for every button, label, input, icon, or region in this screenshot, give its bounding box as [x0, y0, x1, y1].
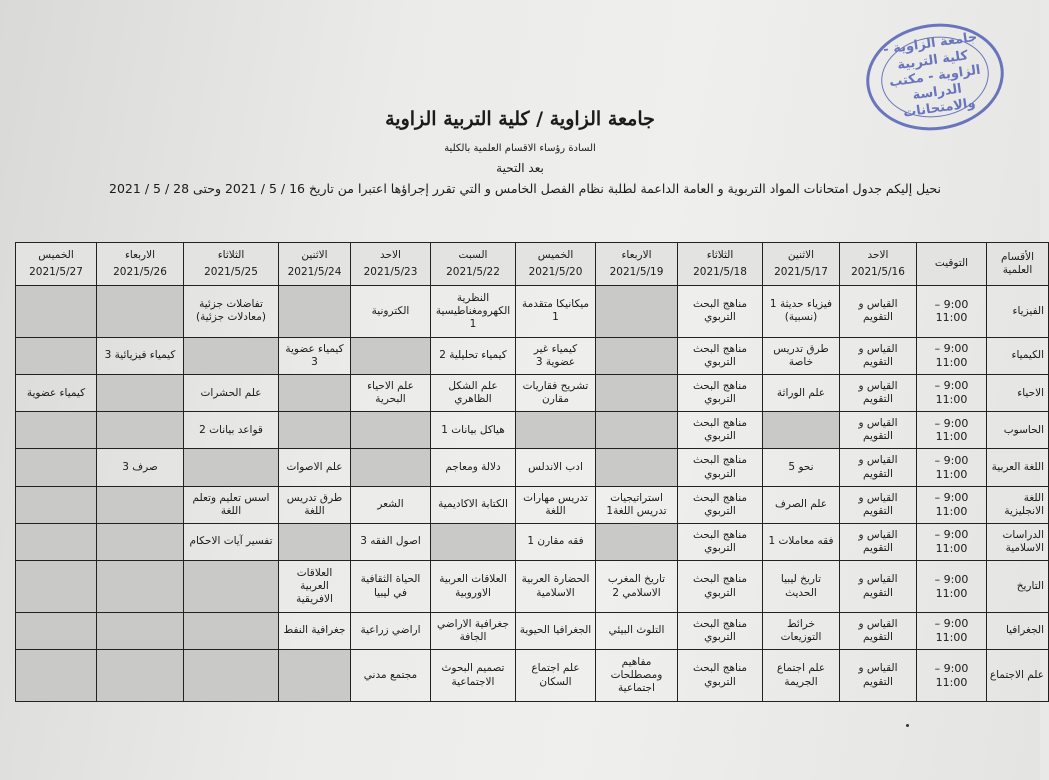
- empty-cell: [596, 449, 678, 486]
- exam-cell: علم اجتماع السكان: [516, 650, 596, 702]
- empty-cell: [279, 412, 351, 449]
- time-start: 9:00 –: [934, 528, 969, 542]
- empty-cell: [97, 523, 184, 560]
- exam-cell: النظرية الكهرومغناطيسية 1: [431, 286, 516, 338]
- time-cell: [917, 337, 987, 374]
- empty-cell: [16, 337, 97, 374]
- table-row: [16, 650, 1049, 702]
- exam-cell: القياس و التقويم: [840, 612, 917, 649]
- exam-cell: كيمياء عضوية 3: [279, 337, 351, 374]
- time-start: 9:00 –: [934, 342, 969, 356]
- empty-cell: [279, 374, 351, 411]
- exam-cell: مفاهيم ومصطلحات اجتماعية: [596, 650, 678, 702]
- exam-cell: كيمياء عضوية: [16, 374, 97, 411]
- greeting-line: بعد التحية: [496, 161, 544, 175]
- empty-cell: [16, 486, 97, 523]
- day-date: 2021/5/19: [609, 265, 664, 278]
- time-start: 9:00 –: [934, 453, 969, 467]
- exam-cell: كيمياء تحليلية 2: [431, 337, 516, 374]
- day-name: الثلاثاء: [706, 249, 734, 262]
- empty-cell: [596, 286, 678, 338]
- exam-cell: فقه مقارن 1: [516, 523, 596, 560]
- column-header-time: التوقيت: [917, 243, 987, 286]
- empty-cell: [351, 449, 431, 486]
- column-header-day: [678, 243, 763, 286]
- exam-cell: الشعر: [351, 486, 431, 523]
- column-header-day: [763, 243, 840, 286]
- department-cell: اللغة الانجليزية: [987, 486, 1049, 523]
- day-name: الخميس: [38, 249, 74, 262]
- exam-cell: تشريح فقاريات مقارن: [516, 374, 596, 411]
- empty-cell: [184, 449, 279, 486]
- day-date: 2021/5/20: [528, 265, 583, 278]
- exam-cell: مناهج البحث التربوي: [678, 650, 763, 702]
- exam-cell: مناهج البحث التربوي: [678, 412, 763, 449]
- exam-cell: طرق تدريس خاصة: [763, 337, 840, 374]
- exam-cell: علم اجتماع الجريمة: [763, 650, 840, 702]
- exam-cell: التلوث البيئي: [596, 612, 678, 649]
- table-row: [16, 523, 1049, 560]
- day-date: 2021/5/26: [113, 265, 167, 278]
- column-header-day: [596, 243, 678, 286]
- exam-cell: العلاقات العربية الافريقية: [279, 561, 351, 613]
- table-row: [16, 374, 1049, 411]
- exam-cell: مناهج البحث التربوي: [678, 374, 763, 411]
- exam-cell: علم الصرف: [763, 486, 840, 523]
- empty-cell: [279, 286, 351, 338]
- day-name: الخميس: [537, 249, 574, 262]
- empty-cell: [97, 412, 184, 449]
- exam-cell: تاريخ ليبيا الحديث: [763, 561, 840, 613]
- day-name: الثلاثاء: [217, 249, 245, 262]
- exam-cell: اراضي زراعية: [351, 612, 431, 649]
- time-start: 9:00 –: [934, 297, 969, 311]
- time-start: 9:00 –: [934, 617, 969, 631]
- time-cell: [917, 650, 987, 702]
- empty-cell: [184, 337, 279, 374]
- exam-cell: الكترونية: [351, 286, 431, 338]
- department-cell: التاريخ: [987, 561, 1049, 613]
- exam-cell: مناهج البحث التربوي: [678, 486, 763, 523]
- empty-cell: [763, 412, 840, 449]
- column-header-day: [840, 243, 917, 286]
- time-end: 11:00: [935, 355, 968, 369]
- exam-cell: علم الحشرات: [184, 374, 279, 411]
- exam-cell: فيزياء حديثة 1 (نسبية): [763, 286, 840, 338]
- empty-cell: [184, 561, 279, 613]
- empty-cell: [596, 523, 678, 560]
- department-cell: علم الاجتماع: [987, 650, 1049, 702]
- time-cell: [917, 612, 987, 649]
- exam-cell: القياس و التقويم: [840, 412, 917, 449]
- time-cell: [917, 412, 987, 449]
- exam-schedule-table: [15, 242, 1049, 702]
- exam-cell: تفسير آيات الاحكام: [184, 523, 279, 560]
- exam-cell: اصول الفقه 3: [351, 523, 431, 560]
- column-header-day: [279, 243, 351, 286]
- exam-cell: فقه معاملات 1: [763, 523, 840, 560]
- exam-cell: القياس و التقويم: [840, 650, 917, 702]
- ink-dot: [906, 724, 909, 727]
- column-header-day: [16, 243, 97, 286]
- column-header-day: [97, 243, 184, 286]
- table-row: [16, 286, 1049, 338]
- exam-cell: دلالة ومعاجم: [431, 449, 516, 486]
- empty-cell: [351, 337, 431, 374]
- exam-cell: صرف 3: [97, 449, 184, 486]
- empty-cell: [97, 612, 184, 649]
- exam-cell: القياس و التقويم: [840, 523, 917, 560]
- day-name: الاثنين: [787, 249, 815, 262]
- time-start: 9:00 –: [934, 379, 969, 393]
- day-name: الاثنين: [301, 249, 328, 262]
- time-end: 11:00: [935, 393, 968, 407]
- empty-cell: [184, 612, 279, 649]
- day-name: الاحد: [867, 249, 889, 262]
- time-start: 9:00 –: [934, 572, 969, 586]
- exam-cell: القياس و التقويم: [840, 374, 917, 411]
- day-date: 2021/5/24: [287, 265, 342, 278]
- department-cell: الجغرافيا: [987, 612, 1049, 649]
- exam-cell: قواعد بيانات 2: [184, 412, 279, 449]
- table-row: [16, 449, 1049, 486]
- column-header-day: [351, 243, 431, 286]
- exam-cell: ميكانيكا متقدمة 1: [516, 286, 596, 338]
- exam-cell: تاريخ المغرب الاسلامي 2: [596, 561, 678, 613]
- exam-cell: جغرافية النفط: [279, 612, 351, 649]
- time-end: 11:00: [935, 586, 968, 600]
- header-row: [16, 243, 1049, 286]
- exam-cell: العلاقات العربية الاوروبية: [431, 561, 516, 613]
- empty-cell: [596, 412, 678, 449]
- time-start: 9:00 –: [934, 661, 969, 675]
- empty-cell: [16, 561, 97, 613]
- exam-cell: القياس و التقويم: [840, 337, 917, 374]
- intro-paragraph: نحيل إليكم جدول امتحانات المواد التربوية و العامة الداعمة لطلبة نظام الفصل الخامس و التي تقرر إجراؤها اعتبرا من تاريخ 16 / 5 / 2021 وحتى 28 / 5 / 2021: [109, 181, 941, 196]
- column-header-day: [431, 243, 516, 286]
- addressee-line: السادة رؤساء الاقسام العلمية بالكلية: [444, 143, 596, 154]
- empty-cell: [16, 412, 97, 449]
- exam-cell: جغرافية الاراضي الجافة: [431, 612, 516, 649]
- column-header-day: [516, 243, 596, 286]
- day-date: 2021/5/23: [363, 265, 418, 278]
- table-row: [16, 486, 1049, 523]
- time-cell: [917, 523, 987, 560]
- time-end: 11:00: [935, 631, 968, 645]
- exam-cell: الحياة الثقافية في ليبيا: [351, 561, 431, 613]
- exam-cell: القياس و التقويم: [840, 286, 917, 338]
- exam-cell: القياس و التقويم: [840, 486, 917, 523]
- exam-cell: كيمياء غير عضوية 3: [516, 337, 596, 374]
- exam-cell: علم الاصوات: [279, 449, 351, 486]
- exam-cell: الجغرافيا الحيوية: [516, 612, 596, 649]
- exam-cell: علم الوراثة: [763, 374, 840, 411]
- time-end: 11:00: [935, 311, 968, 325]
- exam-cell: مناهج البحث التربوي: [678, 286, 763, 338]
- day-name: الاحد: [380, 249, 401, 262]
- exam-cell: مناهج البحث التربوي: [678, 561, 763, 613]
- time-cell: [917, 286, 987, 338]
- empty-cell: [516, 412, 596, 449]
- empty-cell: [431, 523, 516, 560]
- exam-cell: تصميم البحوث الاجتماعية: [431, 650, 516, 702]
- empty-cell: [184, 650, 279, 702]
- time-end: 11:00: [935, 504, 968, 518]
- empty-cell: [97, 374, 184, 411]
- day-date: 2021/5/25: [204, 265, 258, 278]
- time-end: 11:00: [935, 467, 968, 481]
- page-title: جامعة الزاوية / كلية التربية الزاوية: [385, 108, 655, 130]
- exam-cell: نحو 5: [763, 449, 840, 486]
- empty-cell: [16, 286, 97, 338]
- time-cell: [917, 561, 987, 613]
- empty-cell: [351, 412, 431, 449]
- time-end: 11:00: [935, 542, 968, 556]
- table-row: [16, 337, 1049, 374]
- empty-cell: [16, 449, 97, 486]
- department-cell: الدراسات الاسلامية: [987, 523, 1049, 560]
- exam-cell: هياكل بيانات 1: [431, 412, 516, 449]
- department-cell: الكيمياء: [987, 337, 1049, 374]
- column-header-departments: الأقسام العلمية: [987, 243, 1049, 286]
- time-start: 9:00 –: [934, 416, 969, 430]
- day-name: السبت: [458, 249, 488, 262]
- exam-cell: علم الاحياء البحرية: [351, 374, 431, 411]
- exam-cell: مناهج البحث التربوي: [678, 523, 763, 560]
- exam-cell: مناهج البحث التربوي: [678, 337, 763, 374]
- exam-cell: القياس و التقويم: [840, 561, 917, 613]
- exam-cell: تدريس مهارات اللغة: [516, 486, 596, 523]
- day-date: 2021/5/17: [774, 265, 828, 278]
- department-cell: الفيزياء: [987, 286, 1049, 338]
- empty-cell: [16, 523, 97, 560]
- time-end: 11:00: [935, 430, 968, 444]
- exam-cell: استراتيجيات تدريس اللغة1: [596, 486, 678, 523]
- exam-cell: علم الشكل الظاهري: [431, 374, 516, 411]
- exam-cell: كيمياء فيزيائية 3: [97, 337, 184, 374]
- empty-cell: [596, 374, 678, 411]
- day-date: 2021/5/18: [693, 265, 747, 278]
- exam-cell: مجتمع مدني: [351, 650, 431, 702]
- empty-cell: [279, 650, 351, 702]
- time-cell: [917, 374, 987, 411]
- exam-cell: ادب الاندلس: [516, 449, 596, 486]
- table-row: [16, 612, 1049, 649]
- exam-cell: تفاضلات جزئية (معادلات جزئية): [184, 286, 279, 338]
- empty-cell: [97, 561, 184, 613]
- table-row: [16, 412, 1049, 449]
- exam-cell: الكتابة الاكاديمية: [431, 486, 516, 523]
- time-cell: [917, 486, 987, 523]
- empty-cell: [97, 286, 184, 338]
- empty-cell: [97, 650, 184, 702]
- empty-cell: [596, 337, 678, 374]
- day-name: الاربعاء: [124, 249, 156, 262]
- empty-cell: [279, 523, 351, 560]
- exam-cell: الحضارة العربية الاسلامية: [516, 561, 596, 613]
- exam-cell: مناهج البحث التربوي: [678, 449, 763, 486]
- day-date: 2021/5/27: [29, 265, 83, 278]
- table-row: [16, 561, 1049, 613]
- department-cell: الحاسوب: [987, 412, 1049, 449]
- day-date: 2021/5/22: [446, 265, 500, 278]
- empty-cell: [97, 486, 184, 523]
- exam-cell: خرائط التوزيعات: [763, 612, 840, 649]
- exam-cell: طرق تدريس اللغة: [279, 486, 351, 523]
- time-start: 9:00 –: [934, 491, 969, 505]
- time-end: 11:00: [935, 675, 968, 689]
- stamp-text: جامعة الزاوية - كلية التربية الزاوية - مكتب الدراسة والامتحانات: [876, 30, 994, 124]
- day-name: الاربعاء: [621, 249, 652, 262]
- department-cell: الاحياء: [987, 374, 1049, 411]
- empty-cell: [16, 650, 97, 702]
- exam-cell: القياس و التقويم: [840, 449, 917, 486]
- exam-cell: اسس تعليم وتعلم اللغة: [184, 486, 279, 523]
- time-cell: [917, 449, 987, 486]
- day-date: 2021/5/16: [851, 265, 905, 278]
- column-header-day: [184, 243, 279, 286]
- exam-cell: مناهج البحث التربوي: [678, 612, 763, 649]
- empty-cell: [16, 612, 97, 649]
- department-cell: اللغة العربية: [987, 449, 1049, 486]
